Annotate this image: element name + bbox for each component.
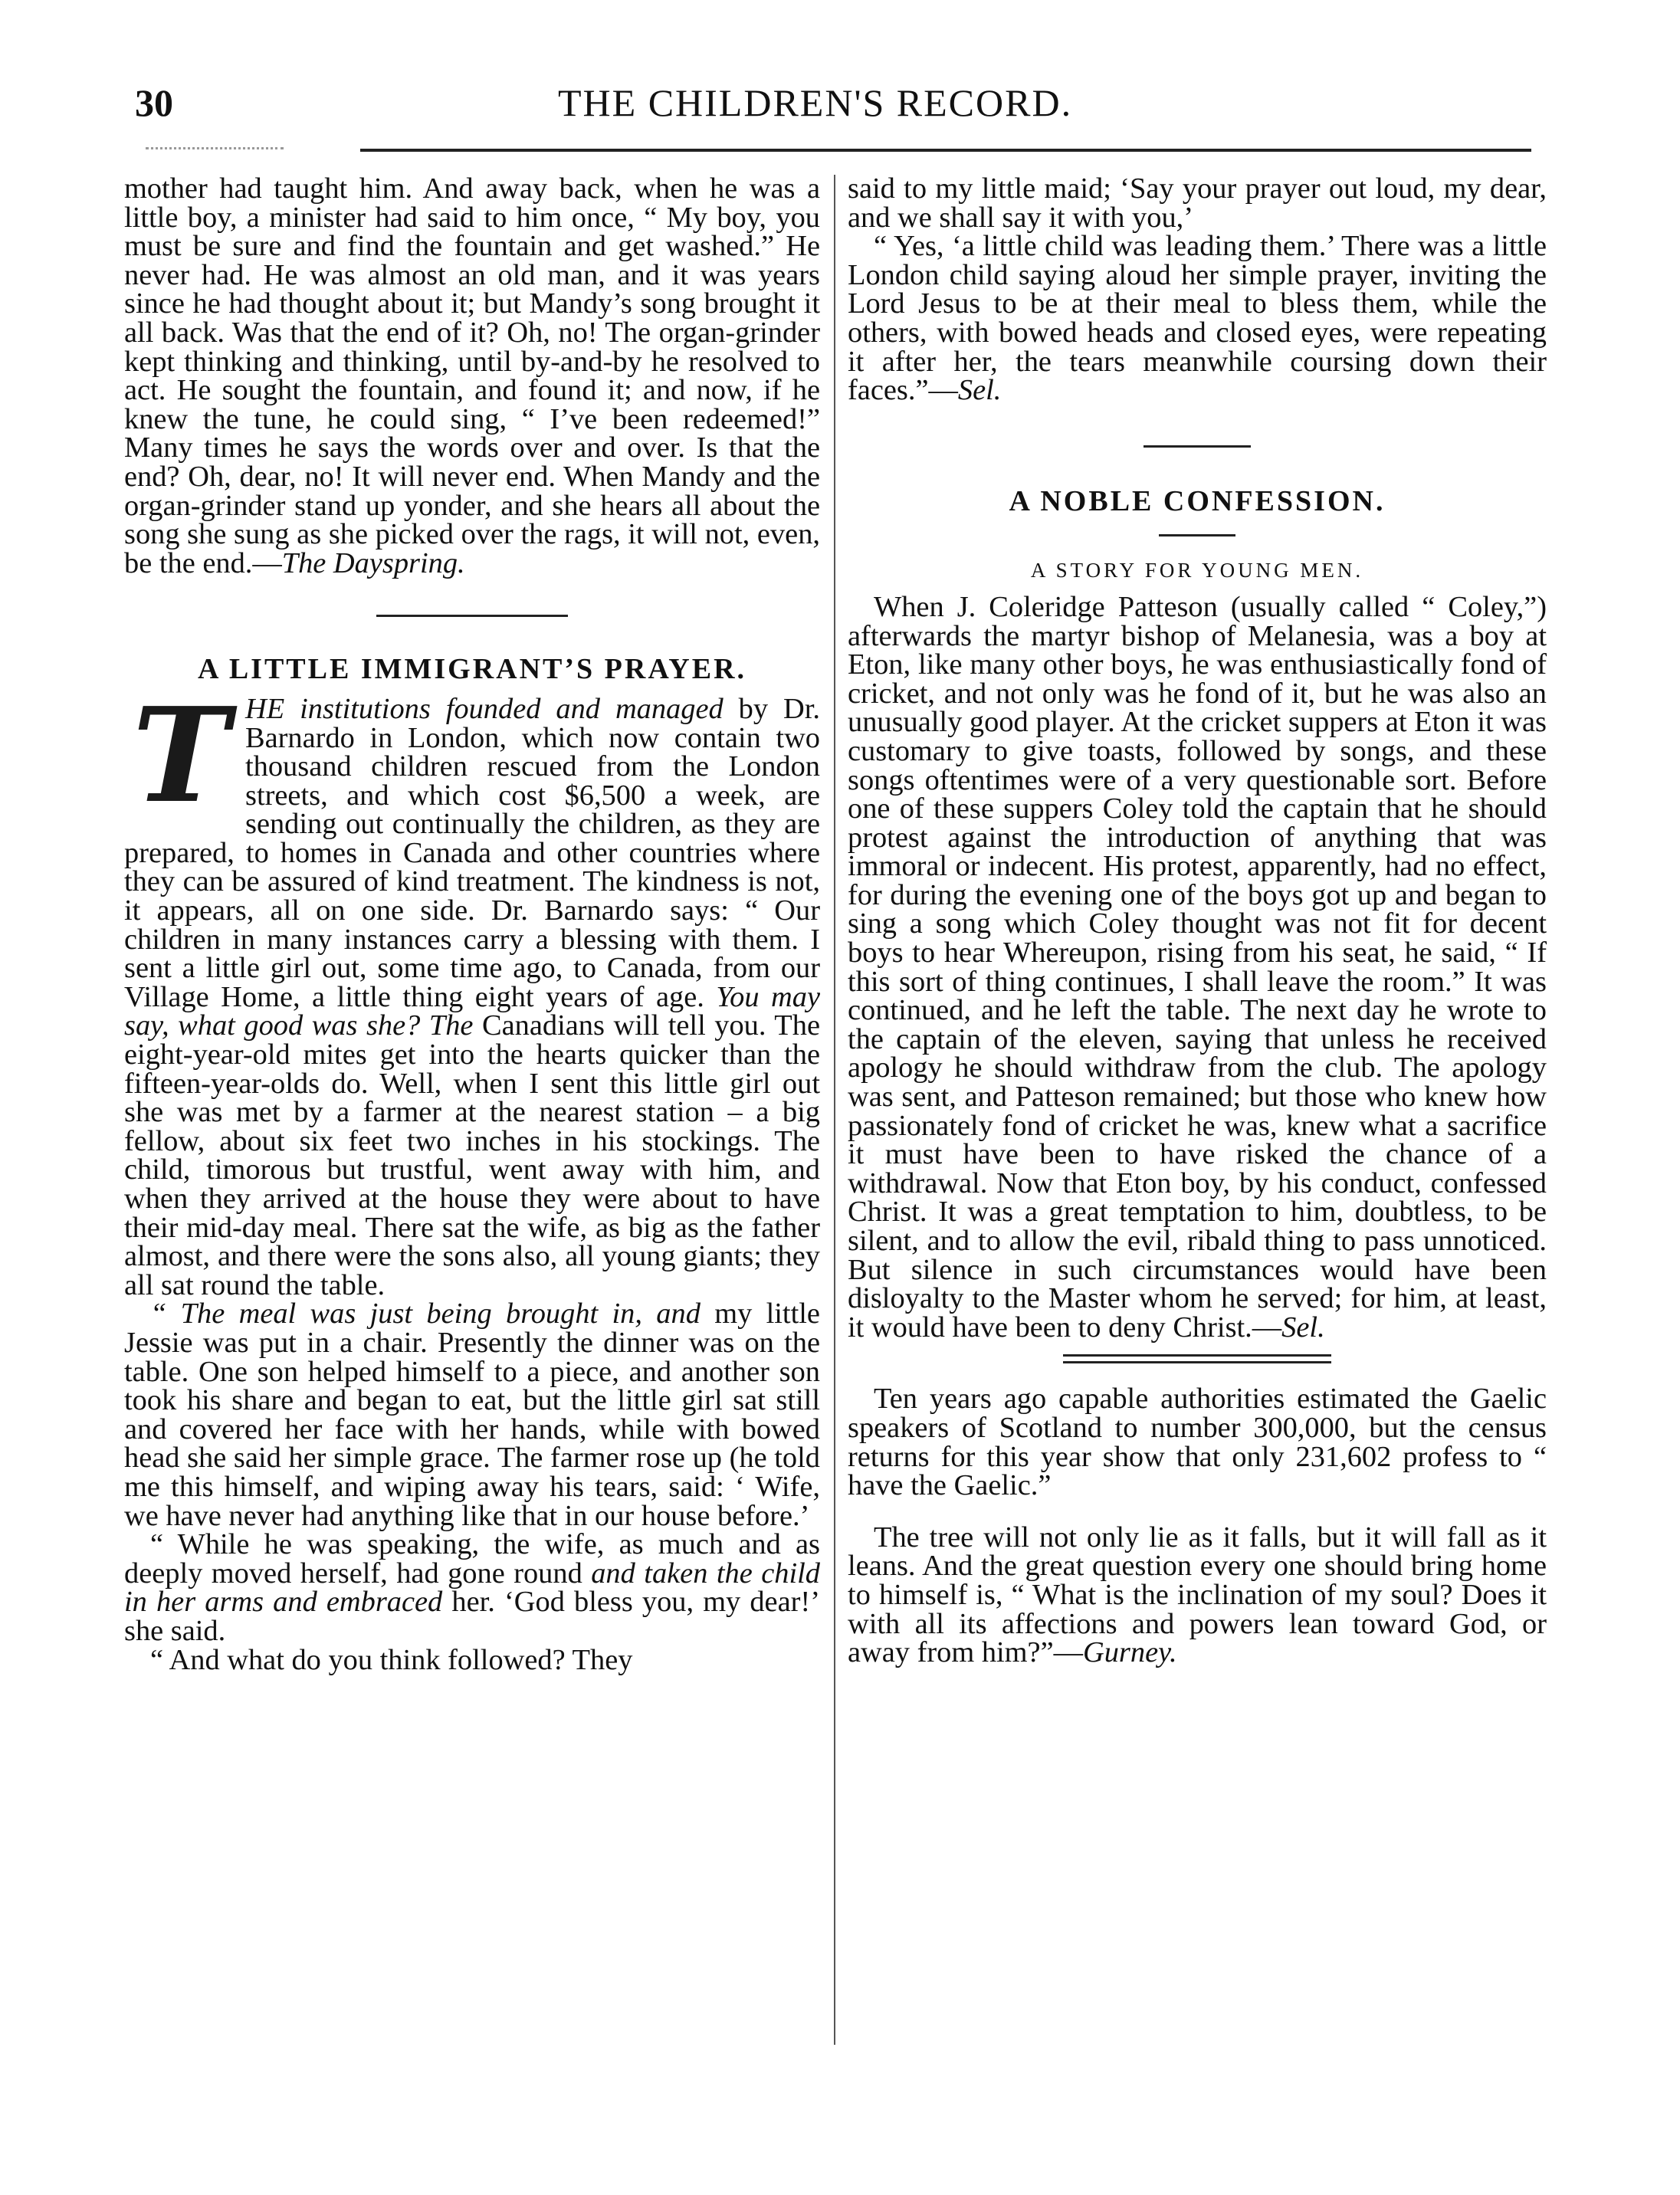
article-body (124, 678, 820, 1676)
article-paragraph (848, 590, 1547, 1344)
article-paragraph (124, 1643, 820, 1676)
title-divider (1159, 534, 1235, 536)
article-title: A NOBLE CONFESSION. (1009, 484, 1386, 517)
paragraph-text: Ten years ago capable authorities estimated the Gaelic speakers of Scotland to number 300,000, but the census returns for this year show that only 231,602 profess to “ have the Gaelic.” (848, 1383, 1547, 1502)
spacer (848, 1501, 1547, 1524)
page-number: 30 (135, 81, 173, 124)
left-column (124, 172, 820, 1676)
continued-story (848, 232, 1547, 405)
article-paragraph (124, 1300, 820, 1531)
header-rule (360, 149, 1531, 152)
article-subtitle: A STORY FOR YOUNG MEN. (1030, 559, 1364, 582)
header-dotted-rule (146, 147, 284, 149)
lead-text: HE institutions founded and managed (245, 692, 724, 725)
continued-story-text: mother had taught him. And away back, when he was a little boy, a minister had said to him once, “ My boy, you must be sure and find the fountain and get washed.” He never had. He was almost an old man, and it was years since he had thought about it; but Mandy’s song brought it all back. Was that the end of it? Oh, no! The organ-grinder kept thinking and thinking, until by-and-by he resolved to act. He sought the fountain, and found it; and now, if he knew the tune, he could sing, “ I’ve been redeemed!” Many times he says the words over and over. Is that the end? Oh, dear, no! It will never end. When Mandy and the organ-grinder stand up yonder, and she hears all about the song she sung as she picked over the rags, it will not, even, be the end.— (124, 172, 820, 579)
article-title: A LITTLE IMMIGRANT’S PRAYER. (197, 653, 747, 686)
note-paragraph (848, 1521, 1547, 1669)
page-header (129, 80, 1531, 134)
running-title: THE CHILDREN'S RECORD. (558, 81, 1073, 124)
paragraph-text: by Dr. Barnardo in London, which now contain two thousand children rescued from the London streets, and which cost $6,500 a week, are sending out continually the children, as they are prepared, to homes in Canada and other countries where they can be assured of kind treatment. The kindness is not, it appears, all on one side. Dr. Barnardo says: “ Our children in many instances carry a blessing with them. I sent a little girl out, some time ago, to Canada, from our Village Home, a little thing eight years of age. (124, 692, 820, 1013)
continued-story (124, 172, 820, 579)
italic-text: and taken the child in her arms and embraced (124, 1557, 820, 1619)
note-paragraph (848, 1385, 1547, 1500)
paragraph-text: “ And what do you think followed? They (150, 1643, 633, 1676)
paragraph-text: “ Yes, ‘a little child was leading them.’ There was a little London child saying aloud her simple prayer, inviting the Lord Jesus to be at their meal to bless them, while the others, with bowed heads and closed eyes, were repeating it after her, the tears meanwhile coursing down their faces.”— (848, 230, 1547, 407)
italic-text: You may say, what good was she? The (124, 980, 820, 1042)
paragraph-text: The tree will not only lie as it falls, but it will fall as it leans. And the great question every one should bring home to himself is, “ What is the inclination of my soul? Does it with all its affections and powers lean toward God, or away from him?”— (848, 1521, 1547, 1669)
source-credit: Gurney. (1083, 1636, 1177, 1669)
paragraph-text: my little Jessie was put in a chair. Presently the dinner was on the table. One son helped himself to a piece, and another son took his share and began to eat, but the little girl sat still and covered her face with her hands, while with bowed head she said her simple grace. The farmer rose up (he told me this himself, and wiping away his tears, said: ‘ Wife, we have never had anything like that in our house before.’ (124, 1298, 820, 1532)
column-divider (834, 175, 835, 2045)
source-credit: Sel. (1281, 1311, 1325, 1344)
article-paragraph (124, 1528, 820, 1647)
right-column (848, 172, 1547, 1669)
section-divider (1063, 1354, 1331, 1363)
source-credit: The Dayspring. (281, 546, 465, 579)
paragraph-text: “ While he was speaking, the wife, as much and as deeply moved herself, had gone round (124, 1528, 820, 1590)
paragraph-text: When J. Coleridge Patteson (usually called “ Coley,”) afterwards the martyr bishop of Melanesia, was a boy at Eton, like many other boys, he was enthusiastically fond of cricket, and not only was he fond of it, but he was also an unusually good player. At the cricket suppers at Eton it was customary to give toasts, followed by songs, and these songs oftentimes were of a very questionable sort. Before one of these suppers Coley told the captain that he should protest against the introduction of anything that was immoral or indecent. His protest, apparently, had no effect, for during the evening one of the boys got up and began to sing a song which Coley thought was not fit for decent boys to hear Whereupon, rising from his seat, he said, “ If this sort of thing continues, I shall leave the room.” It was continued, and he left the table. The next day he wrote to the captain of the eleven, saying that unless he received apology he should withdraw from the club. The apology was sent, and Patteson remained; but those who knew how passionately fond of cricket he was, knew what a sacrifice it must have been to have risked the chance of a withdrawal. Now that Eton boy, by his conduct, confessed Christ. It was a great temptation to him, doubtless, to be silent, and to allow the evil, ribald thing to pass unnoticed. But silence in such circumstances would have been disloyalty to the Master whom he served; for him, at least, it would have been to deny Christ.— (848, 590, 1547, 1344)
drop-cap: T (132, 678, 230, 832)
paragraph-text: her. ‘God bless you, my dear!’ she said. (124, 1586, 820, 1647)
paragraph-text: said to my little maid; ‘Say your prayer out loud, my dear, and we shall say it with you,’ (848, 172, 1547, 234)
paragraph-text: Canadians will tell you. The eight-year-old mites get into the hearts quicker than the fifteen-year-olds do. Well, when I sent this little girl out she was met by a farmer at the nearest station – a big fellow, about six feet two inches in his stockings. The child, timorous but trustful, went away with him, and when they arrived at the house they were about to have their mid-day meal. There sat the wife, as big as the father almost, and there were the sons also, all young giants; they all sat round the table. (124, 1009, 820, 1301)
section-divider (1144, 445, 1251, 448)
source-credit: Sel. (957, 374, 1002, 407)
continued-story (848, 172, 1547, 234)
italic-text: “ The meal was just being brought in, and (150, 1298, 701, 1330)
section-divider (376, 615, 568, 617)
